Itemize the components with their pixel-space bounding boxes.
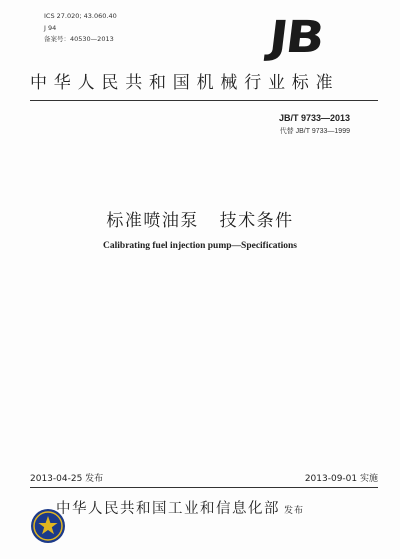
bottom-divider <box>30 487 378 488</box>
top-divider <box>30 100 378 101</box>
publish-label: 发布 <box>284 506 305 516</box>
jb-logo: JB <box>266 12 326 63</box>
replaces-standard: 代替 JB/T 9733—1999 <box>279 128 350 135</box>
ccs-code: J 94 <box>44 24 57 32</box>
filing-number: 备案号：40530—2013 <box>44 35 114 43</box>
publisher <box>56 497 304 518</box>
org-title: 中华人民共和国机械行业标准 <box>30 73 340 93</box>
implementation-date: 2013-09-01 实施 <box>304 474 378 484</box>
title-chinese: 标准喷油泵 技术条件 <box>106 211 294 231</box>
publisher-name: 中华人民共和国工业和信息化部 <box>56 501 280 517</box>
ics-code: ICS 27.020; 43.060.40 <box>44 12 117 20</box>
standard-number: JB/T 9733—2013 <box>278 113 350 123</box>
issue-date: 2013-04-25 发布 <box>30 474 104 484</box>
title-english: Calibrating fuel injection pump—Specifications <box>103 241 297 251</box>
